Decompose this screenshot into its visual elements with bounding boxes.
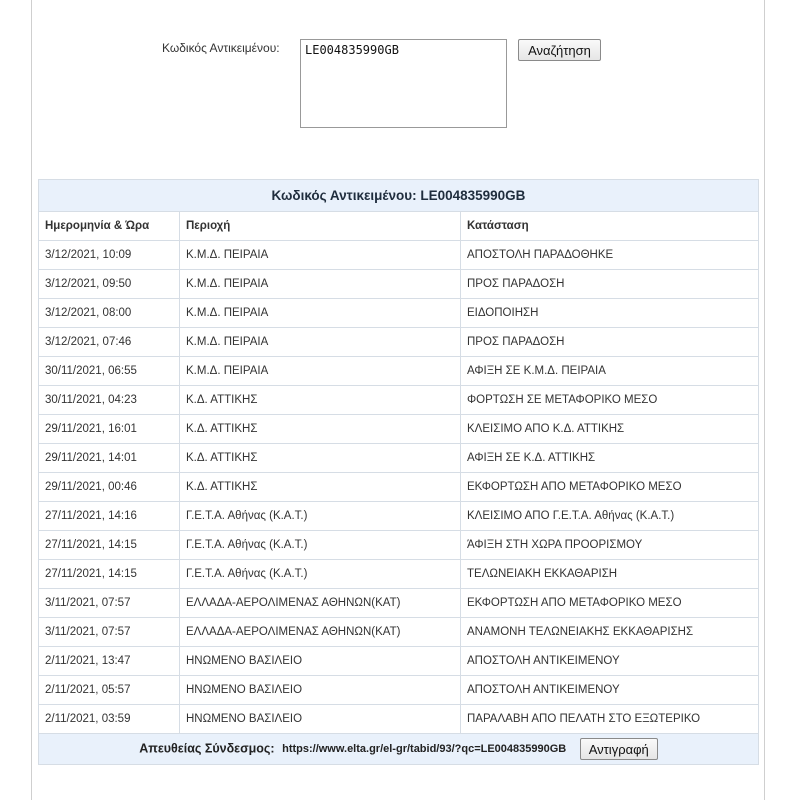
cell-datetime: 27/11/2021, 14:15 [39,560,180,589]
cell-status: ΦΟΡΤΩΣΗ ΣΕ ΜΕΤΑΦΟΡΙΚΟ ΜΕΣΟ [461,386,759,415]
cell-area: ΕΛΛΑΔΑ-ΑΕΡΟΛΙΜΕΝΑΣ ΑΘΗΝΩΝ(ΚΑΤ) [180,589,461,618]
cell-datetime: 30/11/2021, 06:55 [39,357,180,386]
cell-datetime: 27/11/2021, 14:16 [39,502,180,531]
cell-datetime: 3/11/2021, 07:57 [39,618,180,647]
cell-status: ΕΚΦΟΡΤΩΣΗ ΑΠΟ ΜΕΤΑΦΟΡΙΚΟ ΜΕΣΟ [461,589,759,618]
results-caption-row [39,180,759,212]
direct-link-url[interactable]: https://www.elta.gr/el-gr/tabid/93/?qc=LE004835990GB [282,743,567,756]
cell-status: ΑΦΙΞΗ ΣΕ Κ.Μ.Δ. ΠΕΙΡΑΙΑ [461,357,759,386]
cell-status: ΠΡΟΣ ΠΑΡΑΔΟΣΗ [461,328,759,357]
direct-link-label: Απευθείας Σύνδεσμος: [139,741,275,756]
cell-area: Κ.Μ.Δ. ΠΕΙΡΑΙΑ [180,357,461,386]
cell-datetime: 29/11/2021, 14:01 [39,444,180,473]
cell-status: ΚΛΕΙΣΙΜΟ ΑΠΟ Γ.Ε.Τ.Α. Αθήνας (Κ.Α.Τ.) [461,502,759,531]
cell-status: ΑΠΟΣΤΟΛΗ ΑΝΤΙΚΕΙΜΕΝΟΥ [461,647,759,676]
cell-status: ΠΑΡΑΛΑΒΗ ΑΠΟ ΠΕΛΑΤΗ ΣΤΟ ΕΞΩΤΕΡΙΚΟ [461,705,759,734]
cell-area: Κ.Μ.Δ. ΠΕΙΡΑΙΑ [180,328,461,357]
table-row [39,415,759,444]
cell-status: ΕΚΦΟΡΤΩΣΗ ΑΠΟ ΜΕΤΑΦΟΡΙΚΟ ΜΕΣΟ [461,473,759,502]
cell-status: ΕΙΔΟΠΟΙΗΣΗ [461,299,759,328]
column-header-area: Περιοχή [180,212,461,241]
item-code-label: Κωδικός Αντικειμένου: [162,41,280,55]
table-row [39,299,759,328]
cell-area: Κ.Δ. ΑΤΤΙΚΗΣ [180,415,461,444]
table-row [39,618,759,647]
table-row [39,328,759,357]
cell-area: Γ.Ε.Τ.Α. Αθήνας (Κ.Α.Τ.) [180,502,461,531]
cell-datetime: 2/11/2021, 05:57 [39,676,180,705]
cell-datetime: 30/11/2021, 04:23 [39,386,180,415]
cell-datetime: 29/11/2021, 00:46 [39,473,180,502]
cell-status: ΆΦΙΞΗ ΣΤΗ ΧΩΡΑ ΠΡΟΟΡΙΣΜΟΥ [461,531,759,560]
table-row [39,560,759,589]
cell-datetime: 29/11/2021, 16:01 [39,415,180,444]
cell-area: Κ.Δ. ΑΤΤΙΚΗΣ [180,444,461,473]
cell-area: Κ.Μ.Δ. ΠΕΙΡΑΙΑ [180,241,461,270]
cell-datetime: 3/12/2021, 08:00 [39,299,180,328]
cell-status: ΑΠΟΣΤΟΛΗ ΑΝΤΙΚΕΙΜΕΝΟΥ [461,676,759,705]
cell-datetime: 2/11/2021, 13:47 [39,647,180,676]
table-row [39,473,759,502]
cell-area: Γ.Ε.Τ.Α. Αθήνας (Κ.Α.Τ.) [180,560,461,589]
cell-area: ΗΝΩΜΕΝΟ ΒΑΣΙΛΕΙΟ [180,676,461,705]
cell-area: Κ.Δ. ΑΤΤΙΚΗΣ [180,473,461,502]
cell-status: ΚΛΕΙΣΙΜΟ ΑΠΟ Κ.Δ. ΑΤΤΙΚΗΣ [461,415,759,444]
cell-datetime: 3/12/2021, 07:46 [39,328,180,357]
table-row [39,647,759,676]
cell-datetime: 3/11/2021, 07:57 [39,589,180,618]
cell-area: ΗΝΩΜΕΝΟ ΒΑΣΙΛΕΙΟ [180,647,461,676]
cell-status: ΤΕΛΩΝΕΙΑΚΗ ΕΚΚΑΘΑΡΙΣΗ [461,560,759,589]
results-header-row [39,212,759,241]
cell-datetime: 3/12/2021, 09:50 [39,270,180,299]
table-row [39,502,759,531]
cell-area: Κ.Μ.Δ. ΠΕΙΡΑΙΑ [180,270,461,299]
table-row [39,357,759,386]
cell-area: ΕΛΛΑΔΑ-ΑΕΡΟΛΙΜΕΝΑΣ ΑΘΗΝΩΝ(ΚΑΤ) [180,618,461,647]
search-button[interactable]: Αναζήτηση [518,39,601,61]
copy-button[interactable]: Αντιγραφή [580,738,658,760]
results-body [39,241,759,734]
table-row [39,676,759,705]
item-code-input[interactable] [300,39,507,128]
cell-datetime: 3/12/2021, 10:09 [39,241,180,270]
column-header-datetime: Ημερομηνία & Ώρα [39,212,180,241]
table-row [39,444,759,473]
table-row [39,531,759,560]
cell-area: Κ.Μ.Δ. ΠΕΙΡΑΙΑ [180,299,461,328]
table-row [39,589,759,618]
cell-datetime: 2/11/2021, 03:59 [39,705,180,734]
cell-status: ΑΝΑΜΟΝΗ ΤΕΛΩΝΕΙΑΚΗΣ ΕΚΚΑΘΑΡΙΣΗΣ [461,618,759,647]
cell-area: Γ.Ε.Τ.Α. Αθήνας (Κ.Α.Τ.) [180,531,461,560]
table-row [39,241,759,270]
table-row [39,386,759,415]
table-row [39,270,759,299]
direct-link-row [39,734,759,765]
column-header-status: Κατάσταση [461,212,759,241]
cell-status: ΠΡΟΣ ΠΑΡΑΔΟΣΗ [461,270,759,299]
cell-datetime: 27/11/2021, 14:15 [39,531,180,560]
cell-area: ΗΝΩΜΕΝΟ ΒΑΣΙΛΕΙΟ [180,705,461,734]
results-caption: Κωδικός Αντικειμένου: LE004835990GB [39,180,759,212]
cell-area: Κ.Δ. ΑΤΤΙΚΗΣ [180,386,461,415]
table-row [39,705,759,734]
cell-status: ΑΠΟΣΤΟΛΗ ΠΑΡΑΔΟΘΗΚΕ [461,241,759,270]
cell-status: ΑΦΙΞΗ ΣΕ Κ.Δ. ΑΤΤΙΚΗΣ [461,444,759,473]
tracking-results-table [38,179,759,765]
direct-link-cell [39,734,759,765]
